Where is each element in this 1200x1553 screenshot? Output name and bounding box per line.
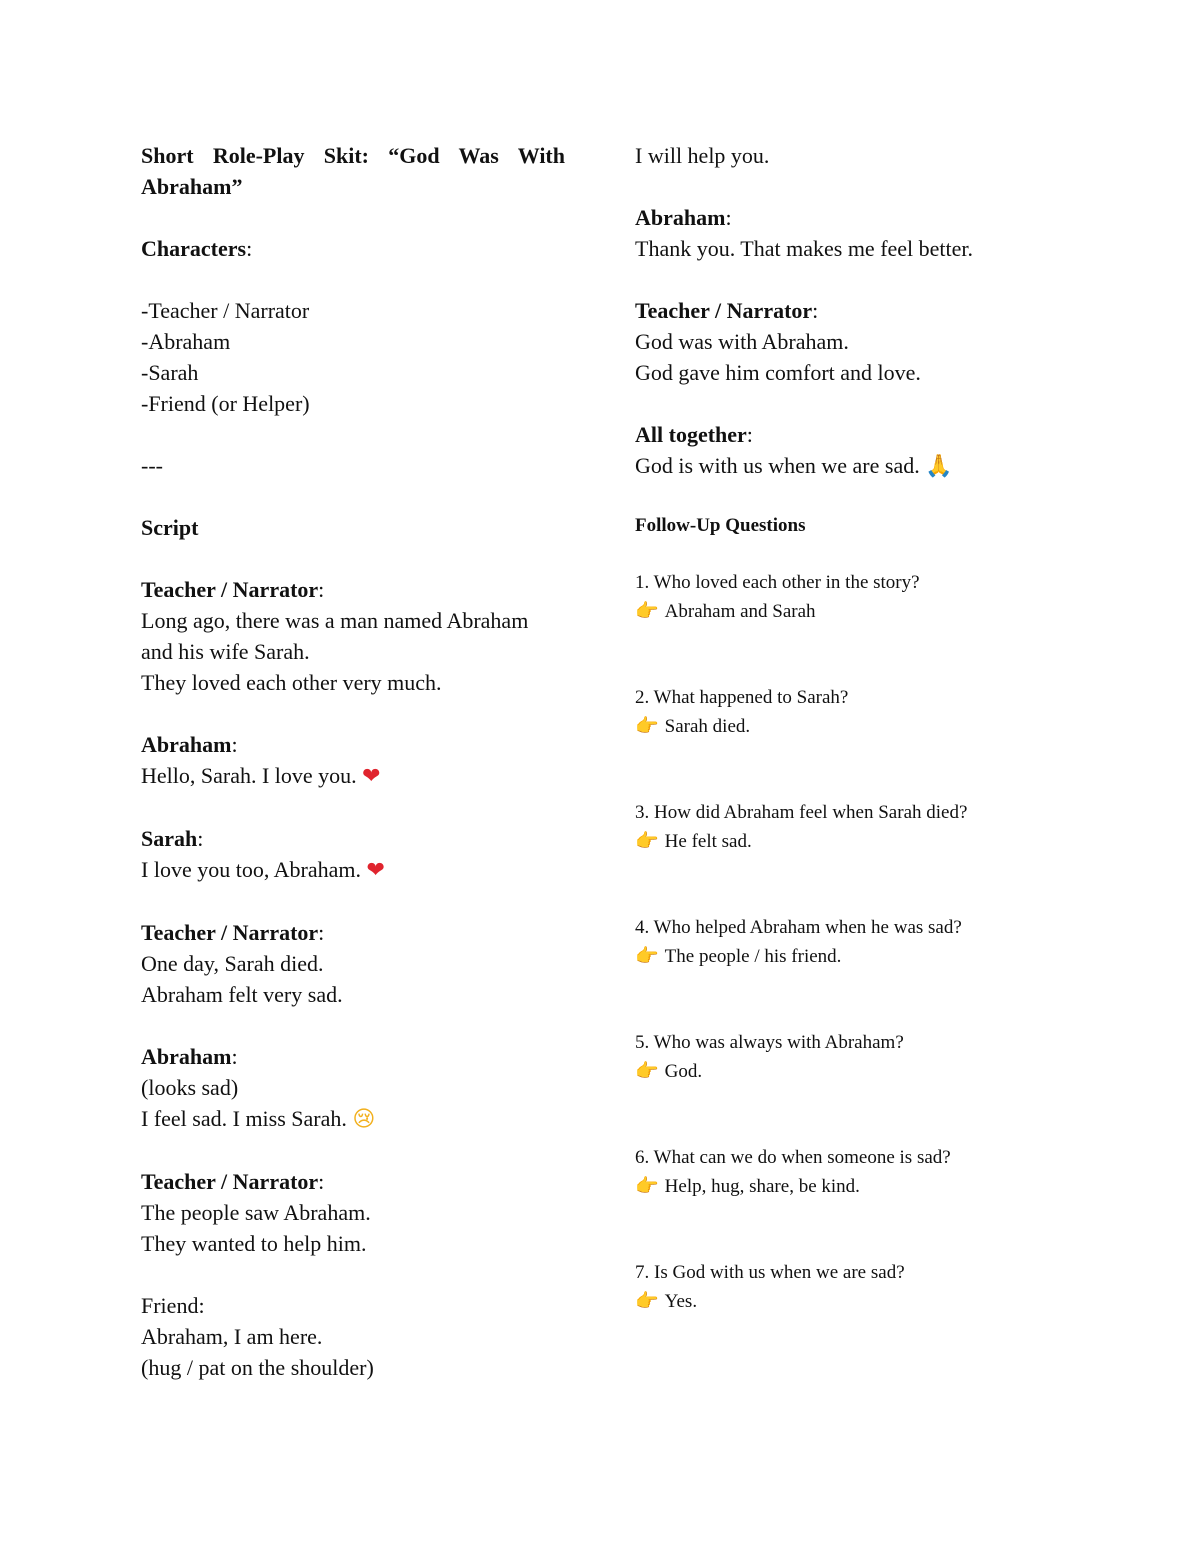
speaker-name: All together bbox=[635, 422, 747, 447]
character-item: -Friend (or Helper) bbox=[141, 391, 310, 416]
script-entry: Abraham: Hello, Sarah. I love you. ❤ bbox=[141, 732, 381, 789]
dialogue-line: I feel sad. I miss Sarah. bbox=[141, 1106, 347, 1131]
script-heading: Script bbox=[141, 515, 199, 540]
pointing-hand-icon: 👉 bbox=[635, 600, 659, 622]
dialogue-line: and his wife Sarah. bbox=[141, 639, 310, 664]
question-text: 1. Who loved each other in the story? bbox=[635, 572, 920, 593]
answer-text: God. bbox=[664, 1061, 703, 1082]
followup-question bbox=[635, 1029, 1105, 1086]
character-item: -Teacher / Narrator bbox=[141, 298, 310, 323]
speaker-name: Teacher / Narrator bbox=[635, 298, 813, 323]
question-text: 5. Who was always with Abraham? bbox=[635, 1032, 904, 1053]
dialogue-line: They wanted to help him. bbox=[141, 1231, 367, 1256]
script-entry: Teacher / Narrator: The people saw Abraham. They wanted to help him. bbox=[141, 1166, 565, 1259]
followup-question bbox=[635, 569, 1105, 626]
script-entry: Friend: Abraham, I am here. (hug / pat on the shoulder) bbox=[141, 1290, 565, 1383]
title-line-1: Short Role-Play Skit: “God Was With bbox=[141, 143, 565, 168]
praying-hands-icon: 🙏 bbox=[925, 454, 953, 479]
answer-text: He felt sad. bbox=[664, 831, 752, 852]
speaker-name: Teacher / Narrator bbox=[141, 577, 319, 602]
pointing-hand-icon: 👉 bbox=[635, 1175, 659, 1197]
dialogue-line: Long ago, there was a man named Abraham bbox=[141, 608, 529, 633]
dialogue-line: God gave him comfort and love. bbox=[635, 360, 921, 385]
script-entry: Teacher / Narrator: God was with Abraham. God gave him comfort and love. bbox=[635, 295, 1105, 388]
answer-text: Abraham and Sarah bbox=[664, 601, 816, 622]
character-item: -Abraham bbox=[141, 329, 231, 354]
dialogue-line: They loved each other very much. bbox=[141, 670, 442, 695]
speaker-name: Sarah bbox=[141, 826, 198, 851]
dialogue-line: God was with Abraham. bbox=[635, 329, 849, 354]
followup-question bbox=[635, 1144, 1105, 1201]
question-text: 3. How did Abraham feel when Sarah died? bbox=[635, 802, 968, 823]
dialogue-line: The people saw Abraham. bbox=[141, 1200, 371, 1225]
characters-list bbox=[141, 295, 565, 419]
speaker-name: Teacher / Narrator bbox=[141, 920, 319, 945]
answer-text: Yes. bbox=[664, 1291, 698, 1312]
pointing-hand-icon: 👉 bbox=[635, 1060, 659, 1082]
characters-label: Characters bbox=[141, 236, 247, 261]
dialogue-line: (hug / pat on the shoulder) bbox=[141, 1355, 374, 1380]
left-column bbox=[141, 140, 565, 1383]
dialogue-line: Hello, Sarah. I love you. bbox=[141, 763, 357, 788]
followup-question bbox=[635, 1259, 1105, 1316]
crying-face-icon: 😢 bbox=[352, 1107, 376, 1132]
script-entry: Abraham: Thank you. That makes me feel better. bbox=[635, 202, 1105, 264]
dialogue-line: God is with us when we are sad. bbox=[635, 453, 920, 478]
speaker-name: Abraham bbox=[635, 205, 726, 230]
heart-icon: ❤ bbox=[366, 858, 385, 883]
pointing-hand-icon: 👉 bbox=[635, 945, 659, 967]
speaker-name: Abraham bbox=[141, 1044, 232, 1069]
dialogue-line: I love you too, Abraham. bbox=[141, 857, 361, 882]
pointing-hand-icon: 👉 bbox=[635, 1290, 659, 1312]
dialogue-line: (looks sad) bbox=[141, 1075, 239, 1100]
title-line-2: Abraham” bbox=[141, 174, 243, 199]
heart-icon: ❤ bbox=[362, 764, 381, 789]
script-entry: Sarah: I love you too, Abraham. ❤ bbox=[141, 826, 385, 883]
script-entry: Abraham: (looks sad) I feel sad. I miss Sarah. 😢 bbox=[141, 1041, 565, 1135]
document-title bbox=[141, 140, 565, 202]
question-text: 4. Who helped Abraham when he was sad? bbox=[635, 917, 962, 938]
answer-text: Help, hug, share, be kind. bbox=[664, 1176, 860, 1197]
pointing-hand-icon: 👉 bbox=[635, 715, 659, 737]
script-entry: Teacher / Narrator: One day, Sarah died. Abraham felt very sad. bbox=[141, 917, 565, 1010]
speaker-name: Teacher / Narrator bbox=[141, 1169, 319, 1194]
dialogue-line: I will help you. bbox=[635, 143, 770, 168]
script-entry: Teacher / Narrator: Long ago, there was a man named Abraham and his wife Sarah. They loved each other very much. bbox=[141, 574, 565, 698]
speaker-name: Abraham bbox=[141, 732, 232, 757]
answer-text: Sarah died. bbox=[664, 716, 751, 737]
followup-question bbox=[635, 684, 1105, 741]
question-text: 7. Is God with us when we are sad? bbox=[635, 1262, 905, 1283]
separator: --- bbox=[141, 453, 163, 478]
pointing-hand-icon: 👉 bbox=[635, 830, 659, 852]
right-column bbox=[635, 140, 1105, 1316]
followup-heading: Follow-Up Questions bbox=[635, 515, 806, 536]
dialogue-line: Abraham, I am here. bbox=[141, 1324, 323, 1349]
question-text: 6. What can we do when someone is sad? bbox=[635, 1147, 951, 1168]
dialogue-line: Abraham felt very sad. bbox=[141, 982, 343, 1007]
speaker-name: Friend bbox=[141, 1293, 199, 1318]
script-entry-continued bbox=[635, 140, 1105, 171]
character-item: -Sarah bbox=[141, 360, 199, 385]
question-text: 2. What happened to Sarah? bbox=[635, 687, 849, 708]
followup-question bbox=[635, 914, 1105, 971]
script-entry: All together: God is with us when we are sad. 🙏 bbox=[635, 422, 953, 479]
answer-text: The people / his friend. bbox=[664, 946, 842, 967]
characters-heading: Characters: bbox=[141, 236, 253, 261]
dialogue-line: One day, Sarah died. bbox=[141, 951, 324, 976]
dialogue-line: Thank you. That makes me feel better. bbox=[635, 236, 974, 261]
followup-question bbox=[635, 799, 1105, 856]
